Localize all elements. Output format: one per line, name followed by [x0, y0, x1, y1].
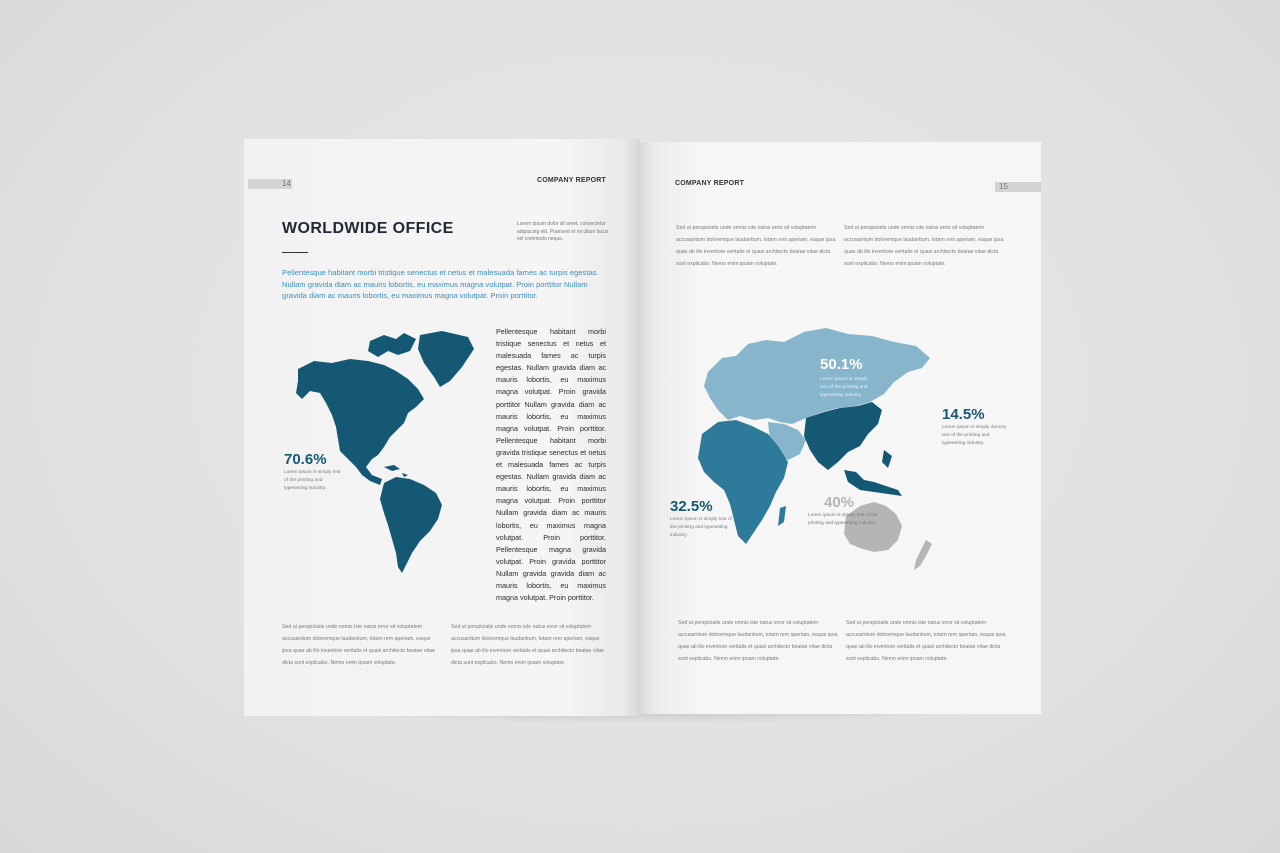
stat-asia-note: Lorem ipsum is simply dummy text of the printing and typesetting industry.	[942, 425, 1007, 446]
stat-oceania-value: 40%	[824, 494, 855, 511]
greenland-shape	[418, 331, 474, 387]
footer-col-3: Sed ut perspiciatis unde omnis iste natus error sit voluptatem accusantium doloremque laudantium, totam rem aperiam, eaque ipsa quae ab illo inventore veritatis et quasi architecto beatae vitae dicta sunt explicabo. Nemo enim ipsam voluptate.	[678, 620, 838, 662]
running-header-left: COMPANY REPORT	[536, 177, 606, 184]
body-column: Pellentesque habitant morbi tristique senectus et netus et malesuada fames ac turpis egestas. Nullam gravida diam ac mauris lobortis, eu maximus magna volutpat. Proin gravida porttitor Nullam gravida diam ac mauris lobortis, eu maximus magna volutpat. Proin porttitor. Pellentesque habitant morbi gravida tristique senectus et netus et malesuada fames ac turpis egestas. Nullam gravida diam ac mauris lobortis, eu maximus magna volutpat. Proin porttitor Nullam gravida diam ac mauris lobortis, eu maximus magna volutpat. Proin porttitor. Pellentesque magna gravida volutpat. Proin gravida porttitor Nullam gravida gravida diam ac mauris lobortis, eu maximus magna volutpat. Proin porttitor.	[496, 327, 606, 603]
stat-europe-asia-note: Lorem ipsum is simply text of the printing and typesetting industry.	[820, 377, 868, 398]
footer-col-2: Sed ut perspiciatis unde omnis iste natus error sit voluptatem accusantium doloremque laudantium, totam rem aperiam, eaque ipsa quae ab illo inventore veritatis et quasi architecto beatae vitae dicta sunt explicabo. Nemo enim ipsam voluptate.	[451, 624, 604, 666]
stat-americas-note: Lorem ipsum is simply text of the printing and typesetting industry.	[284, 470, 341, 491]
left-page	[244, 139, 640, 716]
stat-africa-value: 32.5%	[670, 498, 713, 515]
se-asia-islands-shape	[844, 450, 902, 496]
madagascar-shape	[778, 506, 786, 526]
south-america-shape	[380, 477, 442, 573]
stat-americas-value: 70.6%	[284, 451, 327, 468]
footer-col-4: Sed ut perspiciatis unde omnis iste natus error sit voluptatem accusantium doloremque laudantium, totam rem aperiam, eaque ipsa quae ab illo inventore veritatis et quasi architecto beatae vitae dicta sunt explicabo. Nemo enim ipsam voluptate.	[846, 620, 1006, 662]
page-title: WORLDWIDE OFFICE	[282, 220, 454, 237]
new-zealand-shape	[914, 540, 932, 570]
europe-north-asia-shape	[704, 328, 930, 424]
header-col-2: Sed ut perspiciatis unde omnis iste natus error sit voluptatem accusantium doloremque laudantium, totam rem aperiam, eaque ipsa quae ab illo inventore veritatis et quasi architecto beatae vitae dicta sunt explicabo. Nemo enim ipsam voluptate.	[844, 225, 1004, 267]
caribbean-shape	[384, 465, 408, 477]
stat-europe-asia-value: 50.1%	[820, 356, 863, 373]
page-number-right: 15	[995, 182, 1041, 192]
lead-paragraph: Pellentesque habitant morbi tristique senectus et netus et malesuada fames ac turpis egestas. Nullam gravida diam ac mauris lobortis, eu maximus magna volutpat. Proin porttitor Nullam gravida diam ac mauris lobortis, eu maximus magna volutpat. Proin porttitor.	[282, 268, 599, 300]
title-underline	[282, 252, 308, 253]
right-page	[640, 142, 1041, 714]
stat-africa-note: Lorem ipsum is simply text of the printing and typesetting industry.	[670, 517, 732, 538]
title-side-note: Lorem ipsum dolor sit amet, consectetur adipiscing elit. Praesent et mi ullum lacus vel commodo neque.	[517, 221, 609, 242]
header-col-1: Sed ut perspiciatis unde omnis iste natus error sit voluptatem accusantium doloremque laudantium, totam rem aperiam, eaque ipsa quae ab illo inventore veritatis et quasi architecto beatae vitae dicta sunt explicabo. Nemo enim ipsam voluptate.	[676, 225, 836, 267]
running-header-right: COMPANY REPORT	[675, 180, 745, 187]
stat-asia-value: 14.5%	[942, 406, 985, 423]
footer-col-1: Sed ut perspiciatis unde omnis iste natus error sit voluptatem accusantium doloremque laudantium, totam rem aperiam, eaque ipsa quae ab illo inventore veritatis et quasi architecto beatae vitae dicta sunt explicabo. Nemo enim ipsam voluptate.	[282, 624, 435, 666]
stat-oceania-note: Lorem ipsum is simply text of the printing and typesetting industry.	[808, 513, 878, 526]
page-number-left: 14	[248, 179, 292, 189]
brochure-spread	[244, 139, 1041, 716]
arctic-islands-shape	[368, 333, 416, 357]
